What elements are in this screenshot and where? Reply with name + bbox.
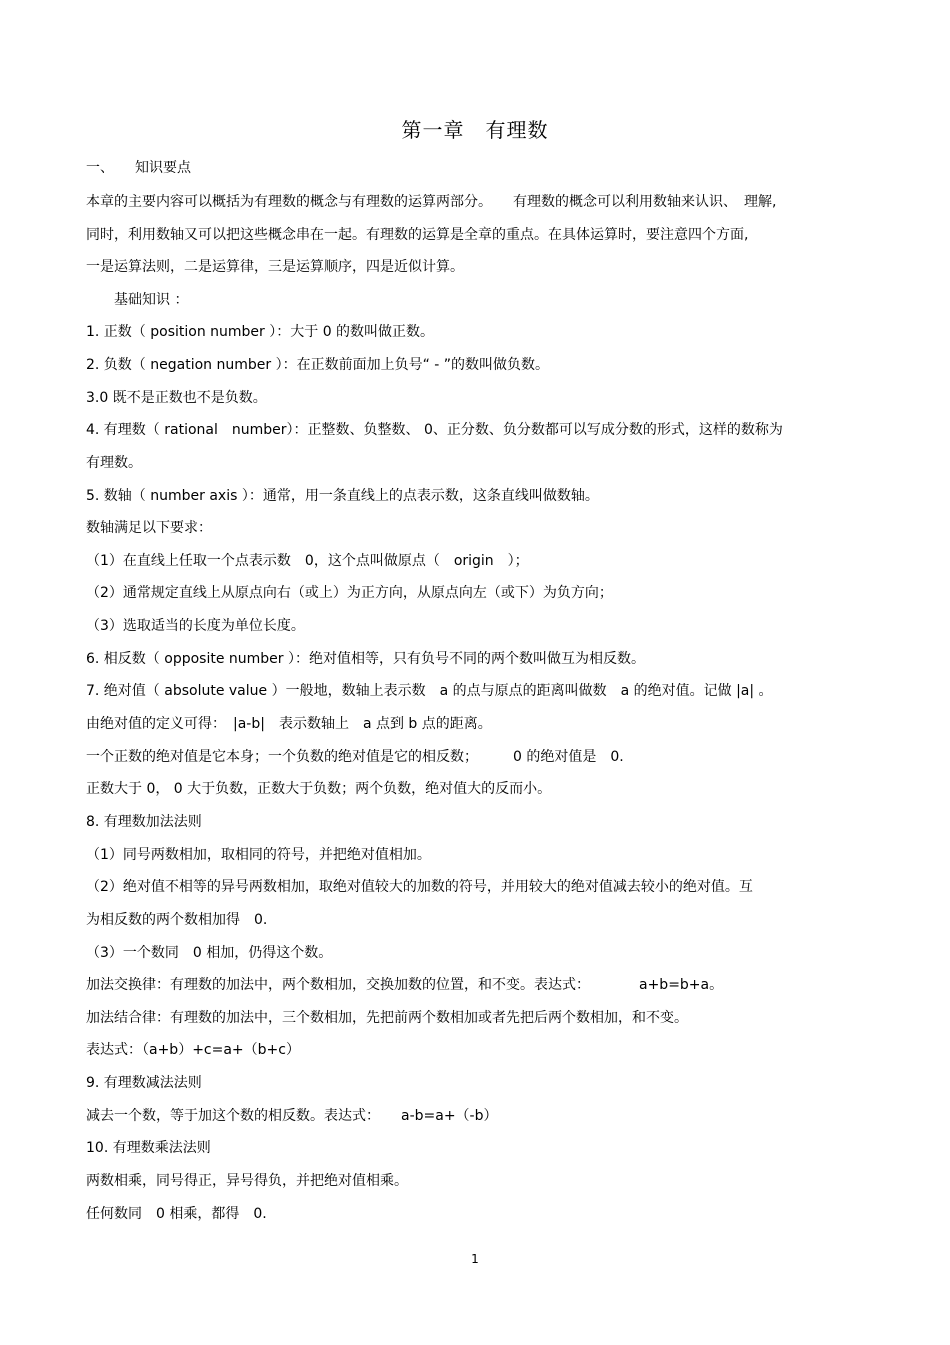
definition-line: 4. 有理数（ rational number）：正整数、负整数、 0、正分数、负分数都可以写成分数的形式，这样的数称为 [86,422,783,438]
list-item: （1）同号两数相加，取相同的符号，并把绝对值相加。 [86,847,431,863]
rule-heading: 9. 有理数减法法则 [86,1075,202,1091]
paragraph-line: 加法交换律：有理数的加法中，两个数相加，交换加数的位置，和不变。表达式： a+b=b+a。 [86,977,724,993]
definition-line: 7. 绝对值（ absolute value ）一般地，数轴上表示数 a 的点与原点的距离叫做数 a 的绝对值。记做 |a| 。 [86,683,773,699]
paragraph-line: 加法结合律：有理数的加法中，三个数相加，先把前两个数相加或者先把后两个数相加，和不变。 [86,1010,688,1026]
list-item: （2）通常规定直线上从原点向右（或上）为正方向，从原点向左（或下）为负方向； [86,585,613,601]
paragraph-line: 由绝对值的定义可得： |a-b| 表示数轴上 a 点到 b 点的距离。 [86,716,492,732]
paragraph-line: 一个正数的绝对值是它本身；一个负数的绝对值是它的相反数； 0 的绝对值是 0. [86,749,624,765]
paragraph-line: 一是运算法则，二是运算律，三是运算顺序，四是近似计算。 [86,259,464,275]
rule-heading: 8. 有理数加法法则 [86,814,202,830]
section-heading: 一、 知识要点 [86,160,191,176]
paragraph-line: 减去一个数，等于加这个数的相反数。表达式： a-b=a+（-b） [86,1108,498,1124]
definition-line: 3.0 既不是正数也不是负数。 [86,390,267,406]
list-item: （3）选取适当的长度为单位长度。 [86,618,305,634]
paragraph-line: 同时，利用数轴又可以把这些概念串在一起。有理数的运算是全章的重点。在具体运算时，要注意四个方面, [86,227,749,243]
definition-line: 6. 相反数（ opposite number ）：绝对值相等，只有负号不同的两个数叫做互为相反数。 [86,651,645,667]
paragraph-line: 为相反数的两个数相加得 0. [86,912,268,928]
definition-line: 有理数。 [86,455,142,471]
paragraph-line: 表达式：（a+b）+c=a+（b+c） [86,1042,300,1058]
definition-line: 1. 正数（ position number ）：大于 0 的数叫做正数。 [86,324,435,340]
list-item: （1）在直线上任取一个点表示数 0，这个点叫做原点（ origin ）； [86,553,529,569]
chapter-title: 第一章 有理数 [401,118,549,142]
definition-line: 2. 负数（ negation number ）：在正数前面加上负号“ - ”的数叫做负数。 [86,357,550,373]
paragraph-line: 本章的主要内容可以概括为有理数的概念与有理数的运算两部分。 有理数的概念可以利用数轴来认识、 理解, [86,194,777,210]
paragraph-line: 数轴满足以下要求： [86,520,212,536]
paragraph-line: 任何数同 0 相乘，都得 0. [86,1206,267,1222]
page-number: 1 [471,1252,479,1266]
rule-heading: 10. 有理数乘法法则 [86,1140,211,1156]
paragraph-line: 两数相乘，同号得正，异号得负，并把绝对值相乘。 [86,1173,408,1189]
list-item: （2）绝对值不相等的异号两数相加，取绝对值较大的加数的符号，并用较大的绝对值减去较小的绝对值。互 [86,879,753,895]
paragraph-line: 正数大于 0， 0 大于负数，正数大于负数；两个负数，绝对值大的反而小。 [86,781,552,797]
definition-line: 5. 数轴（ number axis ）：通常，用一条直线上的点表示数，这条直线叫做数轴。 [86,488,599,504]
subsection-heading: 基础知识 ： [86,292,189,308]
list-item: （3）一个数同 0 相加，仍得这个数。 [86,945,333,961]
